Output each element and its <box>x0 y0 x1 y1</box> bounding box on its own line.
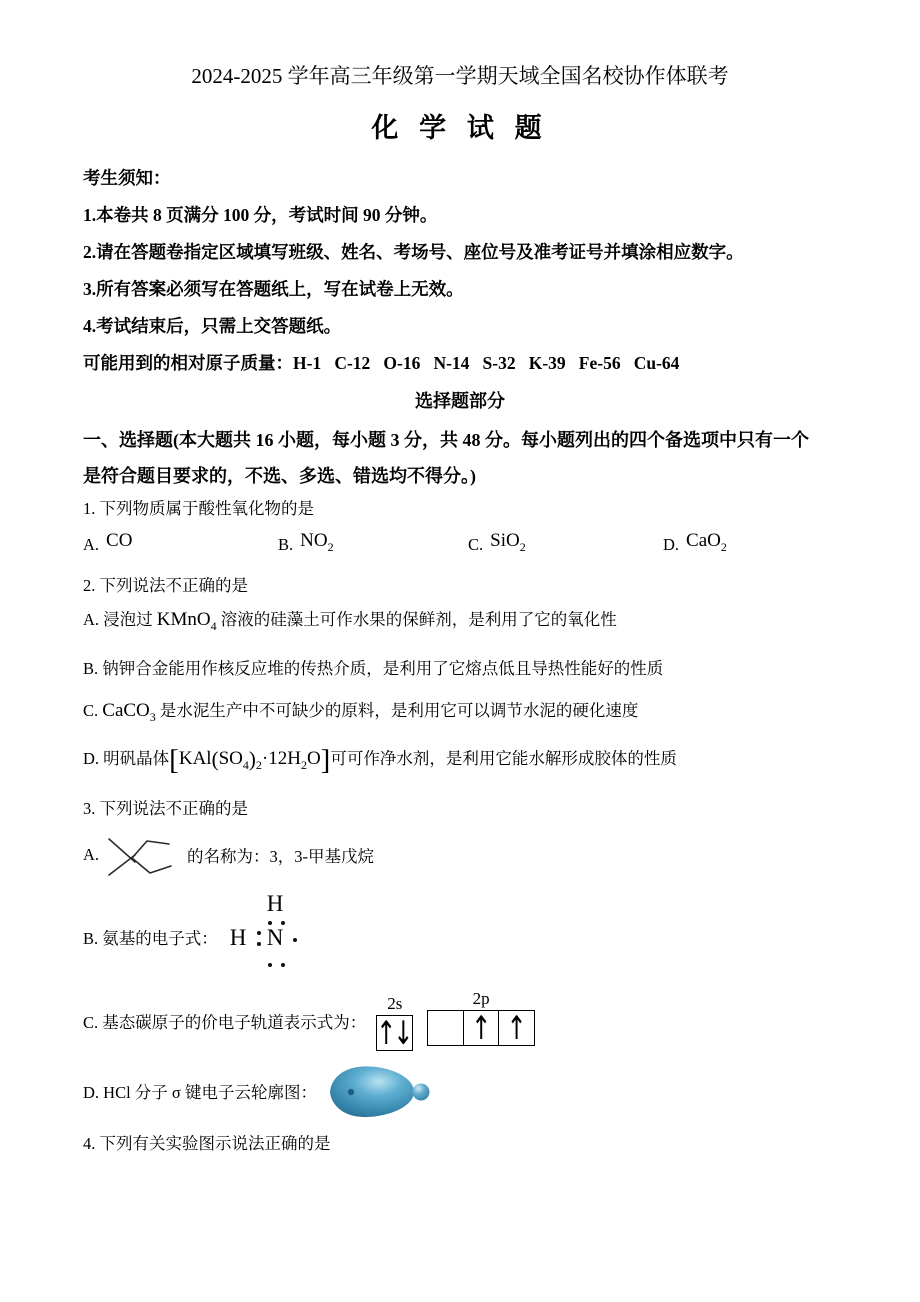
question-4-stem: 4. 下列有关实验图示说法正确的是 <box>83 1134 331 1154</box>
orbital-2s-row <box>376 1015 413 1051</box>
formula-text: ·12H <box>261 748 301 770</box>
chem-formula <box>106 530 132 555</box>
notice-item: 4.考试结束后，只需上交答题纸。 <box>83 316 342 336</box>
left-bracket: [ <box>169 744 179 777</box>
lewis-n: N <box>266 925 284 951</box>
electron-dot <box>281 921 285 925</box>
formula-text: NO <box>300 530 328 551</box>
orbital-diagram <box>376 990 535 1051</box>
orbital-2p-group <box>427 990 535 1051</box>
question-1-options <box>83 530 837 555</box>
arrow-up-icon: ↑ <box>376 1014 397 1053</box>
option-label: D. <box>663 534 680 554</box>
atomic-masses-line: 可能用到的相对原子质量：H-1 C-12 O-16 N-14 S-32 K-39 Fe-56 Cu-64 <box>83 353 680 373</box>
notice-heading: 考生须知： <box>83 168 171 188</box>
orbital-box <box>376 1015 413 1051</box>
option-label: A. <box>83 845 100 865</box>
notice-item: 2.请在答题卷指定区域填写班级、姓名、考场号、座位号及准考证号并填涂相应数字。 <box>83 242 744 262</box>
orbital-2p-label: 2p <box>472 989 490 1009</box>
option-c <box>83 990 837 1051</box>
arrow-up-icon: ↑ <box>506 1009 527 1048</box>
formula-subscript: 4 <box>242 758 249 773</box>
notice-section <box>83 167 837 375</box>
option-b <box>83 656 837 681</box>
formula-text: SO <box>218 748 243 770</box>
electron-dot <box>281 963 285 967</box>
page-subtitle: 化 学 试 题 <box>371 113 549 143</box>
orbital-box <box>498 1010 535 1046</box>
option-text: B. 钠钾合金能用作核反应堆的传热介质，是利用了它熔点低且导热性能好的性质 <box>83 658 664 678</box>
option-label: B. <box>278 534 294 554</box>
question-3-stem: 3. 下列说法不正确的是 <box>83 799 248 819</box>
left-paren: ( <box>211 747 219 772</box>
electron-cloud-image <box>327 1059 433 1123</box>
option-c <box>83 698 837 730</box>
formula-subscript: 2 <box>300 758 307 773</box>
chem-formula <box>300 530 333 555</box>
formula-subscript: 2 <box>519 539 526 554</box>
formula-text: CaO <box>686 530 721 551</box>
question-1-stem: 1. 下列物质属于酸性氧化物的是 <box>83 499 314 518</box>
option-d <box>83 1059 837 1123</box>
option-label: A. <box>83 534 100 554</box>
orbital-2s-group <box>376 995 413 1051</box>
option-b <box>83 890 837 984</box>
formula-subscript: 2 <box>720 539 727 554</box>
option-d <box>663 530 837 555</box>
lewis-h-top: H <box>266 891 284 917</box>
question-2-stem: 2. 下列说法不正确的是 <box>83 575 248 595</box>
part-heading: 选择题部分 <box>415 391 505 411</box>
formula-subscript: 4 <box>210 618 217 633</box>
orbital-2s-label: 2s <box>387 994 403 1014</box>
option-label: C. 基态碳原子的价电子轨道表示式为： <box>83 1012 367 1032</box>
lewis-structure <box>230 890 316 984</box>
formula-subscript: 2 <box>255 758 262 773</box>
formula-text: O <box>306 748 321 770</box>
orbital-2p-row <box>427 1010 535 1046</box>
option-text: 溶液的硅藻土可作水果的保鲜剂，是利用了它的氧化性 <box>216 609 617 629</box>
chem-formula <box>156 608 217 633</box>
option-c <box>468 530 663 555</box>
right-paren: ) <box>248 747 256 772</box>
option-text: A. 浸泡过 <box>83 609 157 629</box>
option-text: 的名称为：3，3-甲基戊烷 <box>187 847 375 867</box>
formula-text: CO <box>106 530 133 551</box>
electron-dot <box>268 921 272 925</box>
page-title: 2024-2025 学年高三年级第一学期天域全国名校协作体联考 <box>191 64 729 88</box>
electron-dot <box>268 963 272 967</box>
option-a <box>83 830 837 880</box>
chem-formula <box>686 530 727 555</box>
arrow-down-icon: ↓ <box>393 1014 414 1053</box>
skeletal-structure-image <box>103 830 183 880</box>
formula-text: KAl <box>178 748 212 770</box>
orbital-box <box>463 1010 500 1046</box>
chem-formula <box>102 699 156 724</box>
orbital-box <box>427 1010 464 1046</box>
section-instructions-line1: 一、选择题(本大题共 16 小题，每小题 3 分，共 48 分。每小题列出的四个备选项中只有一个 <box>83 430 809 450</box>
notice-item: 1.本卷共 8 页满分 100 分，考试时间 90 分钟。 <box>83 205 438 225</box>
formula-subscript: 3 <box>149 709 156 724</box>
formula-text: KMnO <box>156 608 211 630</box>
chem-formula <box>490 530 526 555</box>
option-text: D. 明矾晶体 <box>83 749 170 769</box>
option-d <box>83 746 837 778</box>
electron-dot <box>257 931 261 935</box>
section-instructions-line2: 是符合题目要求的，不选、多选、错选均不得分。) <box>83 466 476 486</box>
electron-dot <box>257 942 261 946</box>
option-label: C. <box>468 534 484 554</box>
option-label: D. HCl 分子 σ 键电子云轮廓图： <box>83 1083 317 1103</box>
option-label: B. 氨基的电子式： <box>83 929 218 949</box>
option-text: C. <box>83 700 103 720</box>
option-a <box>83 530 278 555</box>
electron-dot <box>293 938 297 942</box>
lewis-h-left: H <box>229 925 247 951</box>
formula-subscript: 2 <box>327 539 334 554</box>
formula-text: SiO <box>490 530 520 551</box>
option-text: 是水泥生产中不可缺少的原料，是利用它可以调节水泥的硬化速度 <box>155 700 639 720</box>
option-b <box>278 530 468 555</box>
arrow-up-icon: ↑ <box>471 1009 492 1048</box>
notice-item: 3.所有答案必须写在答题纸上，写在试卷上无效。 <box>83 279 464 299</box>
option-text: 可可作净水剂，是利用它能水解形成胶体的性质 <box>330 749 677 769</box>
right-bracket: ] <box>320 744 331 777</box>
formula-text: CaCO <box>102 699 150 721</box>
option-a <box>83 607 837 639</box>
chem-formula <box>178 747 321 773</box>
